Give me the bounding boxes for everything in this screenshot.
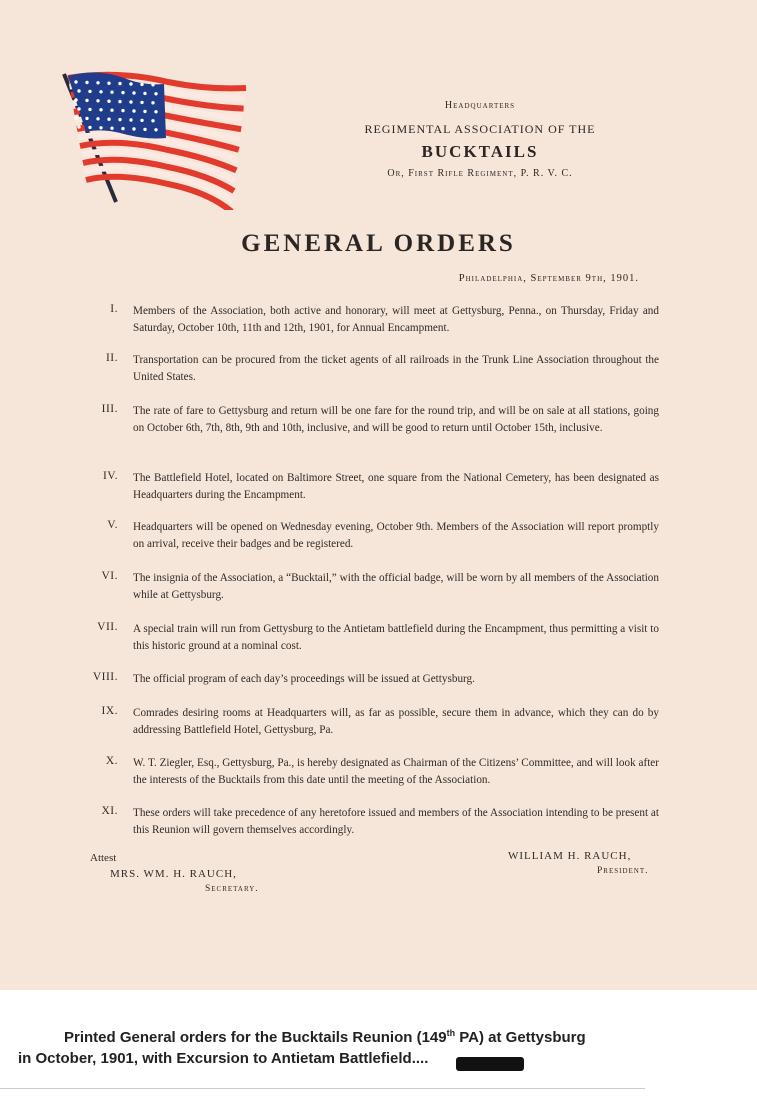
order-number: III. [101, 403, 118, 415]
order-text: These orders will take precedence of any heretofore issued and members of the Association intending to be present at this Reunion will govern themselves accordingly. [133, 807, 659, 836]
order-text: A special train will run from Gettysburg to the Antietam battlefield during the Encampment, thus permitting a visit to this historic ground at a nominal cost. [133, 623, 659, 652]
order-text: The insignia of the Association, a “Bucktail,” with the official badge, will be worn by all members of the Association while at Gettysburg. [133, 572, 659, 601]
order-number: V. [107, 519, 118, 531]
order-text: The rate of fare to Gettysburg and return will be one fare for the round trip, and will be on sale at all stations, going on October 6th, 7th, 8th, 9th and 10th, inclusive, and will be good to return until October 15th, inclusive. [133, 405, 659, 434]
president-name: WILLIAM H. RAUCH, [508, 850, 632, 862]
order-number: VI. [101, 570, 118, 582]
order-text: W. T. Ziegler, Esq., Gettysburg, Pa., is hereby designated as Chairman of the Citizens’ Committee, and will look after the interests of the Bucktails from this date until the meeting of the Association. [133, 757, 659, 786]
redaction-mark [456, 1057, 524, 1071]
order-text: Transportation can be procured from the ticket agents of all railroads in the Trunk Line Association throughout the United States. [133, 354, 659, 383]
caption-text: PA) at Gettysburg [455, 1029, 586, 1046]
american-flag-icon [58, 66, 254, 210]
dateline: Philadelphia, September 9th, 1901. [458, 273, 639, 284]
headquarters-heading: Headquarters [444, 100, 516, 111]
order-number: VII. [97, 621, 118, 633]
caption-line-1 [64, 1028, 664, 1046]
secretary-title: Secretary. [205, 884, 259, 894]
order-number: VIII. [92, 671, 118, 683]
order-number: I. [110, 303, 118, 315]
order-number: IV. [102, 470, 118, 482]
regiment-heading: Or, First Rifle Regiment, P. R. V. C. [387, 168, 573, 179]
order-text: The Battlefield Hotel, located on Baltimore Street, one square from the National Cemetery, has been designated as Headquarters during the Encampment. [133, 472, 659, 501]
order-number: IX. [101, 705, 118, 717]
order-number: II. [105, 352, 118, 364]
order-text: Headquarters will be opened on Wednesday evening, October 9th. Members of the Association will report promptly on arrival, receive their badges and be registered. [133, 521, 659, 550]
association-heading: REGIMENTAL ASSOCIATION OF THE [364, 122, 596, 136]
bucktails-heading: BUCKTAILS [421, 142, 539, 161]
president-title: President. [597, 866, 649, 876]
order-text: Comrades desiring rooms at Headquarters will, as far as possible, secure them in advance, which they can do by addressing Battlefield Hotel, Gettysburg, Pa. [133, 707, 659, 736]
order-text: Members of the Association, both active and honorary, will meet at Gettysburg, Penna., on Thursday, Friday and Saturday, October 10th, 11th and 12th, 1901, for Annual Encampment. [133, 305, 659, 334]
caption-superscript: th [446, 1028, 456, 1038]
secretary-name: MRS. WM. H. RAUCH, [110, 868, 237, 880]
caption-line-2: in October, 1901, with Excursion to Antietam Battlefield.... [18, 1050, 429, 1067]
order-number: XI. [101, 805, 118, 817]
order-number: X. [105, 755, 118, 767]
order-text: The official program of each day’s proceedings will be issued at Gettysburg. [133, 673, 475, 685]
attest-label: Attest [90, 852, 117, 864]
caption-text: Printed General orders for the Bucktails Reunion (149 [64, 1029, 447, 1046]
page-title: GENERAL ORDERS [241, 230, 516, 257]
